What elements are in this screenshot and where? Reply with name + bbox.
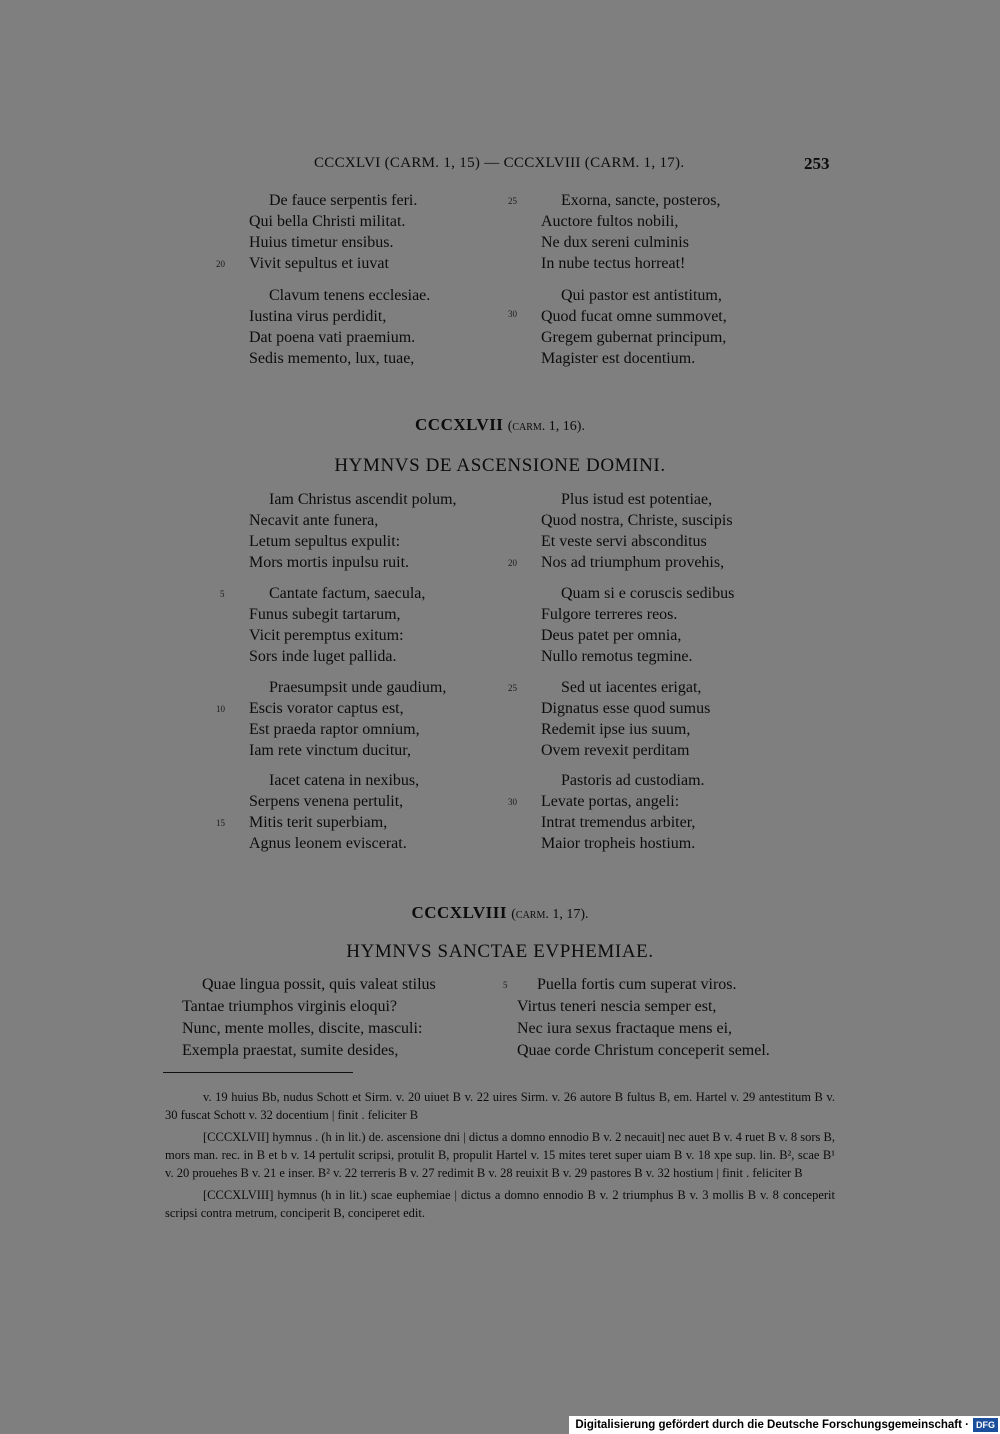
verse-line: Serpens venena pertulit, — [249, 793, 404, 810]
stanza — [541, 583, 734, 667]
verse-line: Iacet catena in nexibus, — [269, 772, 420, 789]
verse-line: Quae corde Christum conceperit semel. — [517, 1042, 770, 1059]
verse-line: Pastoris ad custodiam. — [561, 772, 705, 789]
verse-line: Plus istud est potentiae, — [561, 491, 713, 508]
line-number: 5 — [503, 980, 508, 990]
line-number: 25 — [508, 683, 517, 693]
verse-line: Deus patet per omnia, — [541, 627, 682, 644]
verse-line: Quae lingua possit, quis valeat stilus — [202, 976, 436, 993]
stanza — [541, 489, 733, 573]
verse-line: Cantate factum, saecula, — [269, 585, 426, 602]
verse-line: In nube tectus horreat! — [541, 255, 686, 272]
verse-line: Tantae triumphos virginis eloqui? — [182, 998, 397, 1015]
verse-line: Est praeda raptor omnium, — [249, 721, 420, 738]
stanza — [541, 677, 710, 761]
verse-line: Vivit sepultus et iuvat — [249, 255, 389, 272]
section-heading — [0, 903, 1000, 923]
section-number: CCCXLVIII — [411, 903, 507, 922]
verse-line: Clavum tenens ecclesiae. — [269, 287, 431, 304]
line-number: 30 — [508, 309, 517, 319]
hymn-title: HYMNVS DE ASCENSIONE DOMINI. — [334, 455, 666, 476]
verse-line: Gregem gubernat principum, — [541, 329, 727, 346]
verse-line: Ovem revexit perditam — [541, 742, 690, 759]
stanza — [249, 770, 419, 854]
verse-line: Vicit peremptus exitum: — [249, 627, 404, 644]
verse-line: Maior tropheis hostium. — [541, 835, 696, 852]
funding-text: Digitalisierung gefördert durch die Deutsche Forschungsgemeinschaft · — [575, 1419, 969, 1431]
verse-line: Mitis terit superbiam, — [249, 814, 388, 831]
line-number: 30 — [508, 797, 517, 807]
section-reference: (carm. 1, 16). — [507, 419, 585, 434]
section-number: CCCXLVII — [415, 415, 504, 434]
verse-line: Exempla praestat, sumite desides, — [182, 1042, 399, 1059]
verse-line: Qui bella Christi militat. — [249, 213, 406, 230]
verse-line: Redemit ipse ius suum, — [541, 721, 691, 738]
line-number: 20 — [216, 259, 225, 269]
verse-line: Funus subegit tartarum, — [249, 606, 401, 623]
verse-line: Quod fucat omne summovet, — [541, 308, 727, 325]
verse-line: Quam si e coruscis sedibus — [561, 585, 735, 602]
stanza — [517, 974, 770, 1062]
stanza — [249, 285, 430, 369]
stanza — [541, 285, 727, 369]
hymn-title: HYMNVS SANCTAE EVPHEMIAE. — [346, 941, 654, 962]
verse-line: Escis vorator captus est, — [249, 700, 404, 717]
verse-line: Et veste servi absconditus — [541, 533, 707, 550]
page-number: 253 — [804, 154, 830, 173]
stanza — [541, 770, 705, 854]
verse-line: Exorna, sancte, posteros, — [561, 192, 721, 209]
stanza — [249, 190, 417, 274]
verse-line: Agnus leonem eviscerat. — [249, 835, 407, 852]
verse-line: Qui pastor est antistitum, — [561, 287, 722, 304]
apparatus-note: [CCCXLVIII] hymnus (h in lit.) scae euphemiae | dictus a domno ennodio B v. 2 triumphus B v. 3 mollis B v. 8 conceperit scripsi contra metrum, conciperit B, conciperet edit. — [165, 1188, 835, 1220]
footnote-separator — [163, 1072, 353, 1073]
verse-line: Levate portas, angeli: — [541, 793, 680, 810]
verse-line: Sors inde luget pallida. — [249, 648, 397, 665]
verse-line: Magister est docentium. — [541, 350, 696, 367]
funding-footer — [569, 1416, 1000, 1434]
verse-line: Intrat tremendus arbiter, — [541, 814, 696, 831]
verse-line: De fauce serpentis feri. — [269, 192, 418, 209]
verse-line: Iustina virus perdidit, — [249, 308, 387, 325]
verse-line: Auctore fultos nobili, — [541, 213, 679, 230]
line-number: 15 — [216, 818, 225, 828]
verse-line: Letum sepultus expulit: — [249, 533, 401, 550]
line-number: 20 — [508, 558, 517, 568]
verse-line: Praesumpsit unde gaudium, — [269, 679, 447, 696]
running-head: CCCXLVI (CARM. 1, 15) — CCCXLVIII (CARM. 1, 17). — [314, 155, 685, 171]
verse-line: Fulgore terreres reos. — [541, 606, 678, 623]
dfg-logo-icon: DFG — [973, 1418, 998, 1432]
verse-line: Iam rete vinctum ducitur, — [249, 742, 411, 759]
stanza — [249, 677, 446, 761]
verse-line: Dignatus esse quod sumus — [541, 700, 711, 717]
verse-line: Nec iura sexus fractaque mens ei, — [517, 1020, 733, 1037]
verse-line: Mors mortis inpulsu ruit. — [249, 554, 410, 571]
section-reference: (carm. 1, 17). — [511, 907, 589, 922]
verse-line: Quod nostra, Christe, suscipis — [541, 512, 733, 529]
stanza — [249, 489, 457, 573]
apparatus-note: [CCCXLVII] hymnus . (h in lit.) de. ascensione dni | dictus a domno ennodio B v. 2 necauit] nec auet B v. 4 ruet B v. 8 sors B, mors man. rec. in B et b v. 14 pertulit scripsi, protulit B, propulit Hartel v. 15 mites teret super uiam B v. 18 xpe sup. lin. B², scae B¹ v. 20 prouehes B v. 21 e inser. B² v. 22 terreris B v. 27 redimit B v. 28 reuixit B v. 29 pastores B v. 32 hostium | finit . feliciter B — [165, 1130, 835, 1180]
verse-line: Puella fortis cum superat viros. — [537, 976, 737, 993]
verse-line: Nullo remotus tegmine. — [541, 648, 693, 665]
verse-line: Nunc, mente molles, discite, masculi: — [182, 1020, 423, 1037]
verse-line: Dat poena vati praemium. — [249, 329, 416, 346]
verse-line: Sed ut iacentes erigat, — [561, 679, 702, 696]
stanza — [249, 583, 425, 667]
apparatus-note: v. 19 huius Bb, nudus Schott et Sirm. v. 20 uiuet B v. 22 uires Sirm. v. 26 autore B fultus B, em. Hartel v. 29 antestitum B v. 30 fuscat Schott v. 32 docentium | finit . feliciter B — [165, 1090, 835, 1122]
section-heading — [0, 415, 1000, 435]
verse-line: Ne dux sereni culminis — [541, 234, 689, 251]
verse-line: Sedis memento, lux, tuae, — [249, 350, 415, 367]
verse-line: Huius timetur ensibus. — [249, 234, 394, 251]
line-number: 25 — [508, 196, 517, 206]
line-number: 5 — [220, 589, 225, 599]
line-number: 10 — [216, 704, 225, 714]
stanza — [541, 190, 721, 274]
critical-apparatus — [165, 1088, 835, 1226]
verse-line: Necavit ante funera, — [249, 512, 379, 529]
verse-line: Virtus teneri nescia semper est, — [517, 998, 717, 1015]
verse-line: Nos ad triumphum provehis, — [541, 554, 725, 571]
verse-line: Iam Christus ascendit polum, — [269, 491, 457, 508]
stanza — [182, 974, 436, 1062]
